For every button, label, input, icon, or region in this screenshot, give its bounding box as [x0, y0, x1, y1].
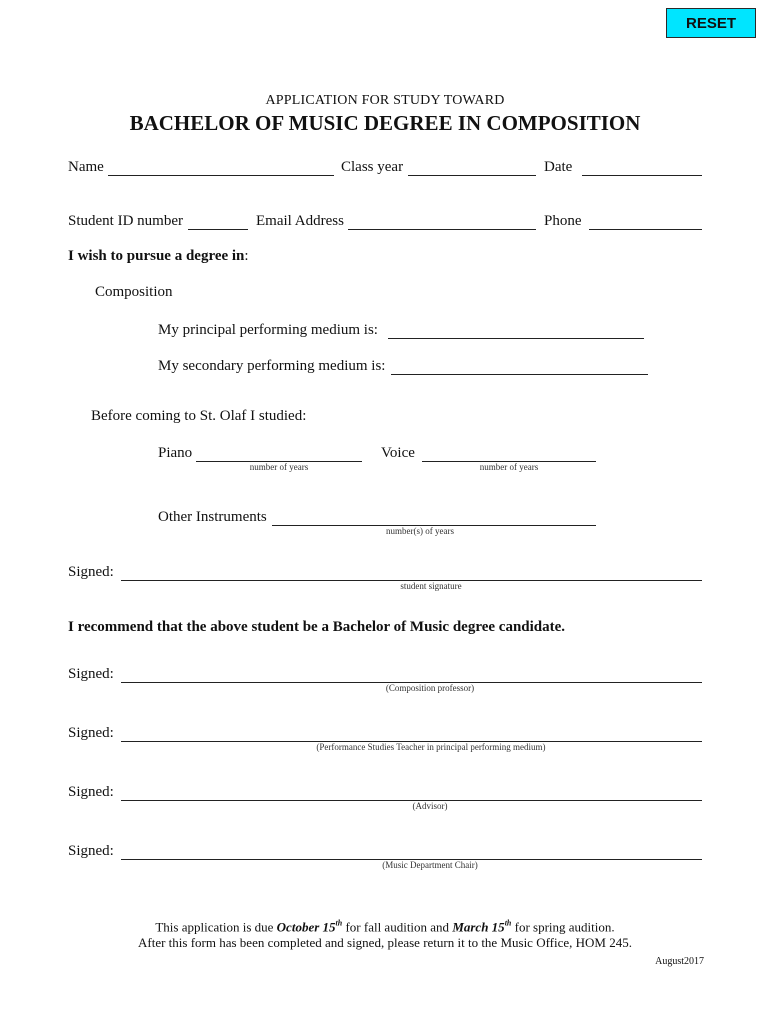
degree-heading: I wish to pursue a degree in: [68, 248, 249, 264]
chair-signed-label: Signed: [68, 843, 114, 859]
comp-prof-signed-label: Signed: [68, 666, 114, 682]
student-signature-caption: student signature [400, 581, 462, 591]
piano-label: Piano [158, 445, 193, 461]
secondary-medium-label: My secondary performing medium is: [158, 358, 386, 374]
perf-teacher-signed-label: Signed: [68, 725, 114, 741]
composition-professor-caption: (Composition professor) [385, 683, 475, 693]
date-label: Date [544, 159, 573, 175]
name-label: Name [68, 159, 104, 175]
email-field[interactable] [348, 229, 536, 230]
chair-caption: (Music Department Chair) [382, 860, 478, 870]
return-instructions: After this form has been completed and signed, please return it to the Music Office, HOM 245. [138, 935, 632, 950]
student-id-field[interactable] [188, 229, 248, 230]
date-field[interactable] [582, 175, 702, 176]
student-signed-label: Signed: [68, 564, 114, 580]
voice-label: Voice [381, 445, 415, 461]
form-title: BACHELOR OF MUSIC DEGREE IN COMPOSITION [129, 111, 641, 135]
class-year-field[interactable] [408, 175, 536, 176]
form-revision-date: August2017 [655, 956, 704, 967]
class-year-label: Class year [341, 159, 404, 175]
other-instruments-label: Other Instruments [158, 509, 267, 525]
performance-teacher-caption: (Performance Studies Teacher in principal performing medium) [316, 742, 546, 752]
piano-years-caption: number of years [249, 462, 309, 472]
principal-medium-field[interactable] [388, 338, 644, 339]
secondary-medium-field[interactable] [391, 374, 648, 375]
phone-field[interactable] [589, 229, 702, 230]
form-subtitle: APPLICATION FOR STUDY TOWARD [265, 93, 505, 108]
composition-label: Composition [95, 284, 173, 300]
phone-label: Phone [544, 213, 582, 229]
recommend-heading: I recommend that the above student be a Bachelor of Music degree candidate. [68, 619, 566, 635]
advisor-caption: (Advisor) [412, 801, 448, 811]
reset-button[interactable]: RESET [666, 8, 756, 38]
due-dates-note: This application is due October 15th for fall audition and March 15th for spring audition. [155, 919, 615, 935]
before-studied-label: Before coming to St. Olaf I studied: [91, 408, 307, 424]
principal-medium-label: My principal performing medium is: [158, 322, 378, 338]
email-label: Email Address [256, 213, 344, 229]
advisor-signed-label: Signed: [68, 784, 114, 800]
other-instruments-caption: number(s) of years [386, 526, 454, 536]
voice-years-caption: number of years [479, 462, 539, 472]
name-field[interactable] [108, 175, 334, 176]
student-id-label: Student ID number [68, 213, 183, 229]
